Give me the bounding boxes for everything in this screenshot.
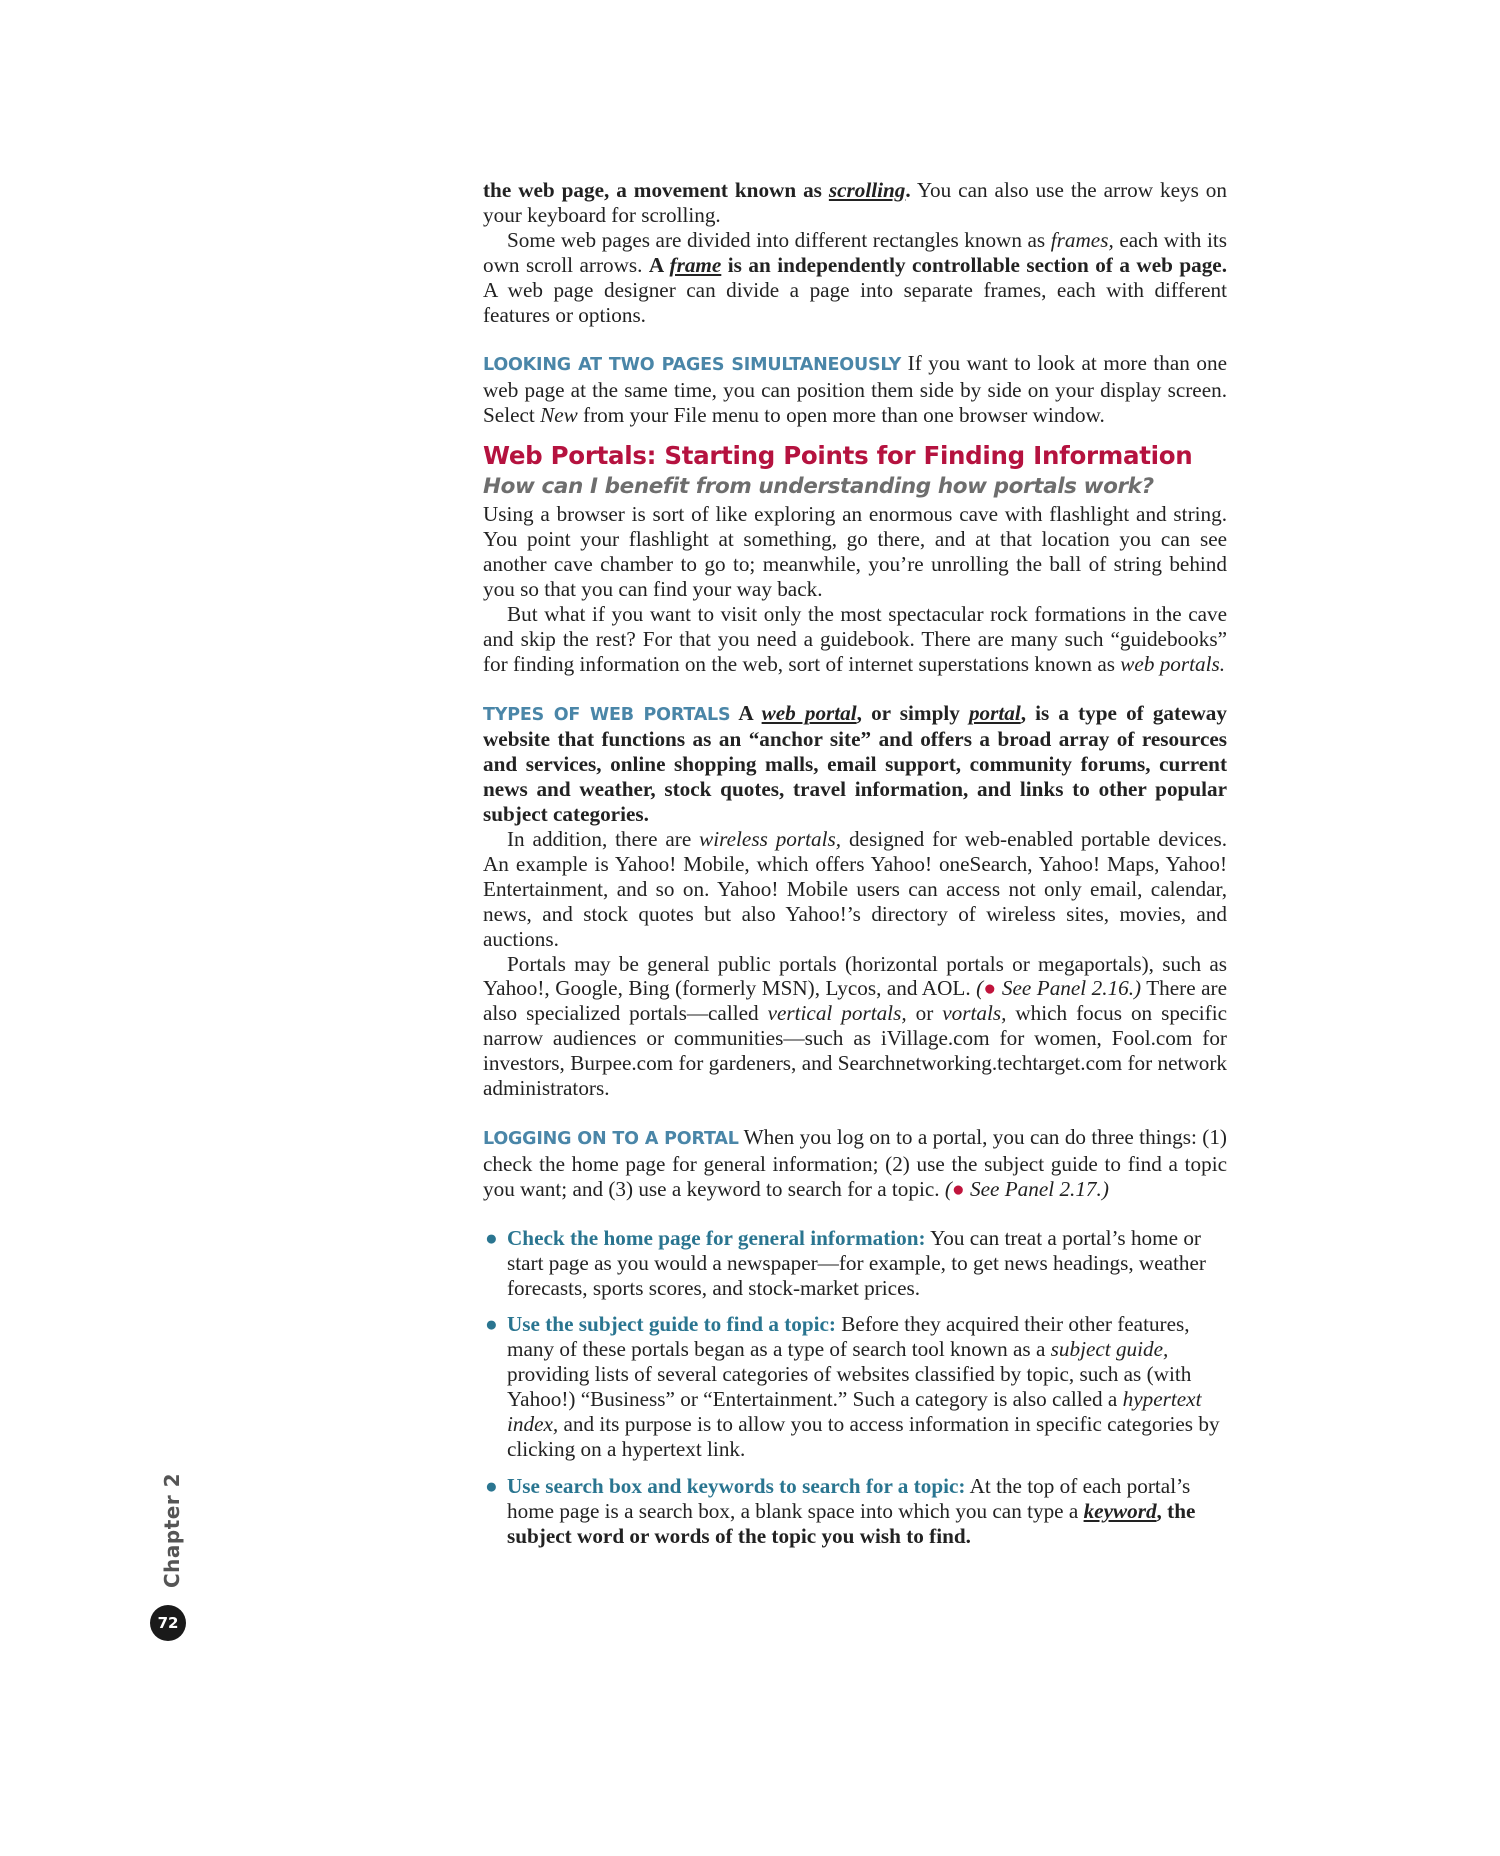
body-text: When you log on to a portal, you can do three things: (1) check the home page for general information; (2) use the subject guide to find a topic you want; and (3) use a keyword to search for a topic.: [483, 1125, 1227, 1201]
paragraph-frames: [483, 228, 1227, 328]
body-text: which focus on specific narrow audiences or communities—such as iVillage.com for women, Fool.com for investors, Burpee.com for gardeners, and Searchnetworking.techtarget.com for network administrators.: [483, 1001, 1227, 1101]
italic-text: vertical portals,: [767, 1001, 907, 1026]
bold-text: A: [648, 252, 670, 277]
bold-text: , or simply: [856, 700, 969, 725]
bold-text: the web page, a movement known as: [483, 178, 829, 202]
bullet-icon: ●: [983, 976, 997, 1001]
key-term-frame: frame: [669, 252, 722, 277]
portal-tasks-list: [483, 1226, 1227, 1549]
list-item: [483, 1474, 1227, 1549]
body-text: Portals may be general public portals (horizontal portals or megaportals), such as Yahoo!, Google, Bing (formerly MSN), Lycos, and AOL.: [483, 951, 1227, 1001]
list-item-heading: Check the home page for general information:: [507, 1225, 926, 1250]
italic-text: hypertext index,: [507, 1387, 1202, 1437]
body-text: A web page designer can divide a page into separate frames, each with different features or options.: [483, 277, 1227, 327]
body-text: designed for web-enabled portable devices. An example is Yahoo! Mobile, which offers Yahoo! oneSearch, Yahoo! Maps, Yahoo! Entertainment, and so on. Yahoo! Mobile users can access not only email, calendar, news, and stock quotes but also Yahoo!’s directory of wireless sites, movies, and auctions.: [483, 827, 1228, 951]
bold-text: A: [730, 700, 762, 725]
reference-paren: (: [944, 1176, 952, 1201]
bold-text: , the subject word or words of the topic you wish to find.: [507, 1498, 1196, 1548]
bullet-icon: ●: [485, 1225, 498, 1250]
italic-text: New: [540, 403, 578, 428]
body-text: or: [906, 1001, 943, 1026]
paragraph-public-portals: [483, 952, 1227, 1101]
body-text: At the top of each portal’s home page is a search box, a blank space into which you can type a: [507, 1473, 1191, 1523]
bold-text: is an independently controllable section of a web page.: [721, 252, 1228, 277]
body-text: from your File menu to open more than one browser window.: [577, 403, 1105, 428]
reference-text: See Panel 2.16.): [996, 976, 1142, 1001]
body-text: There are also specialized portals—called: [483, 976, 1227, 1026]
list-item-heading: Use the subject guide to find a topic:: [507, 1312, 836, 1337]
bold-text: .: [905, 178, 911, 202]
body-text: But what if you want to visit only the most spectacular rock formations in the cave and skip the rest? For that you need a guidebook. There are many such “guidebooks” for finding information on the web, sort of internet superstations known as: [483, 601, 1227, 676]
body-text: and its purpose is to allow you to access information in specific categories by clicking on a hypertext link.: [507, 1412, 1220, 1461]
runin-heading: TYPES OF WEB PORTALS: [483, 704, 731, 725]
paragraph-types-of-portals: [483, 701, 1227, 828]
section-heading: Web Portals: Starting Points for Finding Information: [483, 441, 1193, 471]
key-term-keyword: keyword: [1083, 1498, 1157, 1523]
body-text: Using a browser is sort of like exploring an enormous cave with flashlight and string. You point your flashlight at something, go there, and at that location you can see another cave chamber to go to; meanwhile, you’re unrolling the ball of string behind you so that you can find your way back.: [483, 502, 1227, 601]
paragraph-wireless-portals: [483, 827, 1227, 952]
section-subheading: How can I benefit from understanding how portals work?: [483, 474, 1154, 500]
list-item: [483, 1312, 1227, 1461]
runin-heading: LOOKING AT TWO PAGES SIMULTANEOUSLY: [483, 355, 902, 376]
italic-text: frames,: [1050, 227, 1114, 252]
paragraph-two-pages: [483, 351, 1227, 428]
list-item: [483, 1226, 1227, 1301]
list-item-heading: Use search box and keywords to search for a topic:: [507, 1473, 966, 1498]
key-term-web-portal: web portal: [761, 700, 857, 725]
body-text: If you want to look at more than one web page at the same time, you can position them side by side on your display screen. Select: [483, 351, 1227, 428]
bullet-icon: ●: [485, 1473, 498, 1498]
body-text: Some web pages are divided into different rectangles known as: [507, 227, 1051, 252]
bullet-icon: ●: [951, 1176, 965, 1201]
runin-heading: LOGGING ON TO A PORTAL: [483, 1129, 739, 1149]
body-text: In addition, there are: [507, 827, 700, 852]
body-text: You can also use the arrow keys on your keyboard for scrolling.: [483, 178, 1227, 227]
paragraph-scrolling: [483, 178, 1227, 228]
paragraph-guidebook: [483, 602, 1227, 677]
reference-text: See Panel 2.17.): [964, 1176, 1109, 1201]
chapter-label: Chapter 2: [160, 1472, 184, 1588]
body-text: each with its own scroll arrows.: [483, 227, 1227, 277]
italic-text: vortals,: [942, 1001, 1007, 1026]
panel-reference: [976, 976, 1141, 1000]
body-text: You can treat a portal’s home or start page as you would a newspaper—for example, to get news headings, weather forecasts, sports scores, and stock-market prices.: [507, 1225, 1206, 1300]
panel-reference: [945, 1177, 1109, 1201]
bold-text: , is a type of gateway website that functions as an “anchor site” and offers a broad array of resources and services, online shopping malls, email support, community forums, current news and weather, stock quotes, travel information, and links to other popular subject categories.: [483, 700, 1227, 827]
italic-text: wireless portals,: [699, 827, 842, 852]
text-column: [483, 178, 1227, 1561]
page-number: 72: [150, 1605, 186, 1641]
body-text: providing lists of several categories of websites classified by topic, such as (with Yahoo!) “Business” or “Entertainment.” Such a category is also called a: [507, 1362, 1192, 1412]
paragraph-logging-on: [483, 1125, 1227, 1202]
key-term-scrolling: scrolling: [828, 178, 906, 202]
reference-paren: (: [976, 976, 984, 1001]
paragraph-browser-cave: [483, 502, 1227, 602]
bullet-icon: ●: [485, 1312, 498, 1337]
body-text: Before they acquired their other features, many of these portals began as a type of search tool known as a: [507, 1312, 1190, 1362]
key-term-portal: portal: [968, 700, 1021, 725]
italic-text: subject guide,: [1050, 1337, 1169, 1362]
italic-text: web portals.: [1120, 651, 1226, 676]
